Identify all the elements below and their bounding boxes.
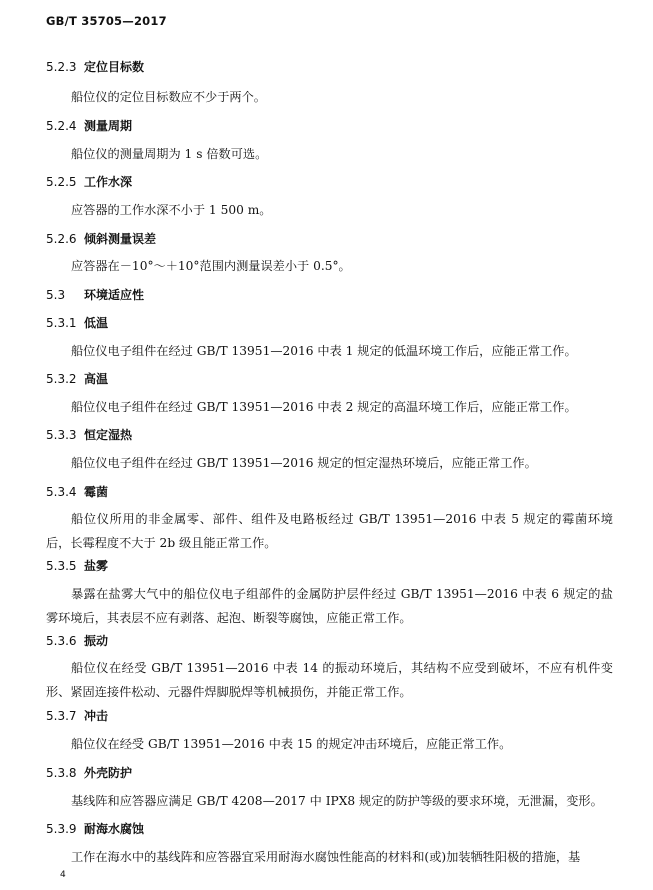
section-title: 冲击 [84, 709, 109, 723]
section-heading [46, 632, 108, 649]
section-number: 5.3.3 [46, 428, 77, 442]
page-number: 4 [60, 870, 66, 880]
section-number: 5.2.3 [46, 60, 77, 74]
section-title: 环境适应性 [84, 288, 145, 302]
section-title: 测量周期 [84, 119, 133, 133]
paragraph: 船位仪电子组件在经过 GB/T 13951—2016 规定的恒定湿热环境后，应能正常工作。 [71, 456, 537, 470]
section-number: 5.3.6 [46, 634, 77, 648]
section-heading [46, 314, 108, 331]
paragraph: 船位仪的定位目标数应不少于两个。 [71, 90, 266, 104]
section-number: 5.3.2 [46, 372, 77, 386]
section-heading [46, 117, 132, 134]
section-title: 耐海水腐蚀 [84, 822, 145, 836]
section-number: 5.3 [46, 288, 66, 302]
section-number: 5.2.4 [46, 119, 77, 133]
section-title: 盐雾 [84, 559, 109, 573]
section-number: 5.3.1 [46, 316, 77, 330]
section-heading [46, 557, 108, 574]
section-heading [46, 426, 132, 443]
paragraph: 船位仪电子组件在经过 GB/T 13951—2016 中表 1 规定的低温环境工作后，应能正常工作。 [71, 344, 577, 358]
section-number: 5.3.9 [46, 822, 77, 836]
section-number: 5.3.7 [46, 709, 77, 723]
section-number: 5.3.5 [46, 559, 77, 573]
section-heading [46, 707, 108, 724]
section-title: 霉菌 [84, 485, 109, 499]
section-heading [46, 173, 132, 190]
paragraph: 应答器在－10°～＋10°范围内测量误差小于 0.5°。 [71, 259, 351, 273]
section-title: 倾斜测量误差 [84, 232, 157, 246]
paragraph: 基线阵和应答器应满足 GB/T 4208—2017 中 IPX8 规定的防护等级的要求环境，无泄漏，变形。 [71, 794, 603, 808]
paragraph: 船位仪的测量周期为 1 s 倍数可选。 [71, 147, 268, 161]
section-number: 5.3.4 [46, 485, 77, 499]
section-title: 振动 [84, 634, 109, 648]
paragraph: 船位仪在经受 GB/T 13951—2016 中表 15 的规定冲击环境后，应能正常工作。 [71, 737, 512, 751]
section-title: 高温 [84, 372, 109, 386]
section-number: 5.3.8 [46, 766, 77, 780]
section-number: 5.2.6 [46, 232, 77, 246]
section-heading [46, 58, 144, 75]
section-title: 外壳防护 [84, 766, 133, 780]
paragraph: 船位仪在经受 GB/T 13951—2016 中表 14 的振动环境后，其结构不应受到破坏，不应有机件变形、紧固连接件松动、元器件焊脚脱焊等机械损伤，并能正常工作。 [46, 661, 613, 699]
section-heading [46, 764, 132, 781]
section-heading [46, 286, 144, 303]
section-title: 定位目标数 [84, 60, 145, 74]
section-heading [46, 820, 144, 837]
document-header: GB/T 35705—2017 [46, 14, 167, 28]
section-title: 恒定湿热 [84, 428, 133, 442]
section-heading [46, 483, 108, 500]
paragraph: 船位仪所用的非金属零、部件、组件及电路板经过 GB/T 13951—2016 中表 5 规定的霉菌环境后，长霉程度不大于 2b 级且能正常工作。 [46, 512, 613, 550]
paragraph: 暴露在盐雾大气中的船位仪电子组部件的金属防护层件经过 GB/T 13951—2016 中表 6 规定的盐雾环境后，其表层不应有剥落、起泡、断裂等腐蚀，应能正常工作。 [46, 587, 613, 625]
section-title: 低温 [84, 316, 109, 330]
section-heading [46, 230, 156, 247]
paragraph: 船位仪电子组件在经过 GB/T 13951—2016 中表 2 规定的高温环境工作后，应能正常工作。 [71, 400, 577, 414]
paragraph: 应答器的工作水深不小于 1 500 m。 [71, 203, 272, 217]
section-number: 5.2.5 [46, 175, 77, 189]
section-title: 工作水深 [84, 175, 133, 189]
section-heading [46, 370, 108, 387]
paragraph: 工作在海水中的基线阵和应答器宜采用耐海水腐蚀性能高的材料和(或)加装牺牲阳极的措施，基 [71, 850, 581, 864]
